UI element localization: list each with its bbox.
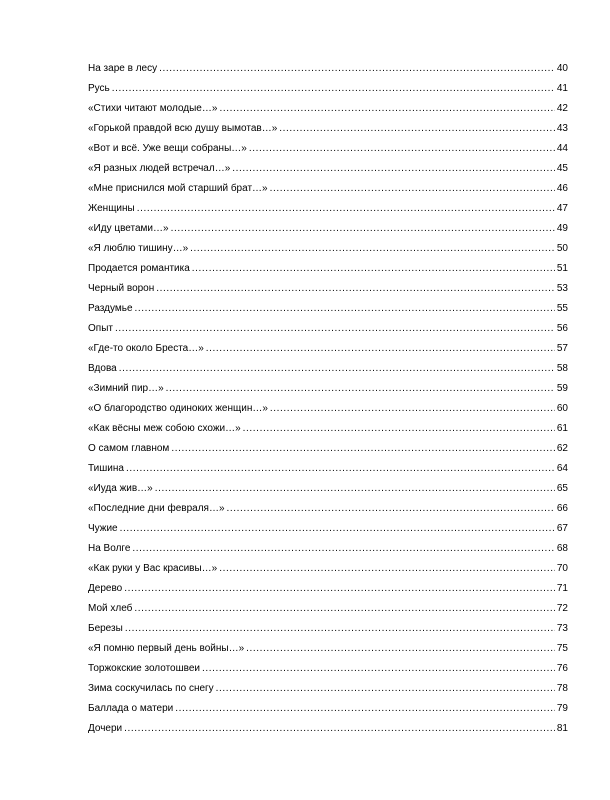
toc-entry [88, 75, 568, 95]
toc-entry-page-number: 79 [556, 703, 568, 714]
toc-entry-page-number: 60 [556, 403, 568, 414]
toc-dot-leader [134, 603, 554, 615]
toc-entry [88, 55, 568, 75]
toc-entry [88, 375, 568, 395]
toc-entry-page-number: 46 [556, 183, 568, 194]
toc-entry-page-number: 66 [556, 503, 568, 514]
toc-entry-title: «Иуда жив…» [88, 483, 153, 494]
toc-dot-leader [249, 143, 555, 155]
toc-entry-title: Женщины [88, 203, 135, 214]
toc-dot-leader [124, 583, 555, 595]
toc-entry-page-number: 50 [556, 243, 568, 254]
toc-entry-page-number: 81 [556, 723, 568, 734]
toc-dot-leader [171, 443, 555, 455]
toc-dot-leader [171, 223, 555, 235]
toc-dot-leader [137, 203, 555, 215]
toc-dot-leader [216, 683, 555, 695]
toc-dot-leader [192, 263, 555, 275]
toc-dot-leader [166, 383, 555, 395]
toc-entry-title: Вдова [88, 363, 117, 374]
toc-entry-page-number: 71 [556, 583, 568, 594]
toc-entry-page-number: 76 [556, 663, 568, 674]
toc-entry-title: Русь [88, 83, 110, 94]
toc-entry [88, 95, 568, 115]
toc-entry-title: «Где-то около Бреста…» [88, 343, 204, 354]
toc-dot-leader [227, 503, 555, 515]
toc-dot-leader [219, 563, 555, 575]
toc-entry [88, 235, 568, 255]
toc-entry-title: «Горькой правдой всю душу вымотав…» [88, 123, 278, 134]
toc-dot-leader [126, 463, 555, 475]
toc-entry-page-number: 78 [556, 683, 568, 694]
toc-entry-page-number: 73 [556, 623, 568, 634]
toc-entry [88, 515, 568, 535]
toc-dot-leader [190, 243, 555, 255]
toc-entry-title: Зима соскучилась по снегу [88, 683, 214, 694]
toc-entry [88, 595, 568, 615]
toc-entry-title: Раздумье [88, 303, 133, 314]
toc-entry-title: О самом главном [88, 443, 170, 454]
toc-entry-page-number: 67 [556, 523, 568, 534]
toc-entry-page-number: 47 [556, 203, 568, 214]
toc-entry [88, 135, 568, 155]
toc-entry-page-number: 65 [556, 483, 568, 494]
toc-entry-page-number: 59 [556, 383, 568, 394]
toc-entry-page-number: 57 [556, 343, 568, 354]
toc-entry-title: Продается романтика [88, 263, 190, 274]
toc-dot-leader [125, 623, 555, 635]
toc-dot-leader [159, 63, 555, 75]
toc-entry [88, 275, 568, 295]
toc-entry-title: «Я разных людей встречал…» [88, 163, 231, 174]
toc-entry-page-number: 68 [556, 543, 568, 554]
toc-entry [88, 115, 568, 135]
toc-dot-leader [120, 523, 555, 535]
toc-dot-leader [156, 283, 555, 295]
toc-entry-title: «Вот и всё. Уже вещи собраны…» [88, 143, 247, 154]
toc-entry-title: Черный ворон [88, 283, 155, 294]
toc-entry [88, 715, 568, 735]
toc-entry-page-number: 43 [556, 123, 568, 134]
toc-entry-page-number: 42 [556, 103, 568, 114]
toc-entry-title: «Последние дни февраля…» [88, 503, 225, 514]
toc-dot-leader [206, 343, 555, 355]
toc-entry-title: На Волге [88, 543, 131, 554]
toc-entry-title: «О благородство одиноких женщин…» [88, 403, 268, 414]
toc-dot-leader [119, 363, 555, 375]
toc-dot-leader [115, 323, 555, 335]
toc-entry-title: «Зимний пир…» [88, 383, 164, 394]
toc-entry [88, 575, 568, 595]
toc-entry-title: На заре в лесу [88, 63, 158, 74]
toc-entry-page-number: 44 [556, 143, 568, 154]
toc-entry-page-number: 41 [556, 83, 568, 94]
toc-dot-leader [270, 403, 555, 415]
toc-dot-leader [124, 723, 555, 735]
toc-entry [88, 315, 568, 335]
toc-entry-title: «Как вёсны меж собою схожи…» [88, 423, 241, 434]
toc-entry-title: «Мне приснился мой старший брат…» [88, 183, 268, 194]
toc-dot-leader [246, 643, 555, 655]
toc-entry [88, 435, 568, 455]
toc-entry [88, 495, 568, 515]
toc-dot-leader [202, 663, 555, 675]
table-of-contents [88, 55, 568, 735]
toc-entry [88, 535, 568, 555]
toc-entry [88, 415, 568, 435]
toc-entry [88, 455, 568, 475]
toc-entry [88, 155, 568, 175]
toc-entry [88, 255, 568, 275]
toc-entry [88, 355, 568, 375]
toc-entry [88, 475, 568, 495]
toc-entry-page-number: 70 [556, 563, 568, 574]
toc-entry-title: Тишина [88, 463, 124, 474]
toc-entry-page-number: 72 [556, 603, 568, 614]
toc-entry-title: «Я помню первый день войны…» [88, 643, 245, 654]
toc-entry [88, 395, 568, 415]
toc-entry [88, 215, 568, 235]
toc-dot-leader [132, 543, 554, 555]
toc-entry-title: «Иду цветами…» [88, 223, 169, 234]
toc-entry [88, 675, 568, 695]
toc-entry [88, 195, 568, 215]
toc-entry-title: Дочери [88, 723, 123, 734]
toc-entry-title: Мой хлеб [88, 603, 133, 614]
toc-dot-leader [270, 183, 555, 195]
toc-entry-page-number: 75 [556, 643, 568, 654]
toc-entry-title: «Как руки у Вас красивы…» [88, 563, 218, 574]
toc-dot-leader [219, 103, 554, 115]
toc-entry-title: «Я люблю тишину…» [88, 243, 189, 254]
toc-dot-leader [232, 163, 555, 175]
toc-dot-leader [155, 483, 555, 495]
toc-entry-title: «Стихи читают молодые…» [88, 103, 218, 114]
toc-entry-title: Баллада о матери [88, 703, 174, 714]
toc-entry-page-number: 40 [556, 63, 568, 74]
toc-entry-page-number: 58 [556, 363, 568, 374]
toc-entry [88, 635, 568, 655]
toc-entry-title: Торжокские золотошвеи [88, 663, 200, 674]
toc-entry-page-number: 49 [556, 223, 568, 234]
toc-dot-leader [135, 303, 555, 315]
toc-entry [88, 175, 568, 195]
toc-entry-title: Чужие [88, 523, 118, 534]
toc-entry-page-number: 45 [556, 163, 568, 174]
toc-dot-leader [175, 703, 555, 715]
toc-entry [88, 555, 568, 575]
toc-entry-page-number: 53 [556, 283, 568, 294]
toc-entry-page-number: 62 [556, 443, 568, 454]
toc-entry-title: Дерево [88, 583, 123, 594]
toc-entry-page-number: 51 [556, 263, 568, 274]
toc-dot-leader [243, 423, 555, 435]
toc-entry-page-number: 64 [556, 463, 568, 474]
toc-entry [88, 655, 568, 675]
toc-dot-leader [279, 123, 555, 135]
toc-entry [88, 695, 568, 715]
toc-dot-leader [112, 83, 555, 95]
toc-entry [88, 335, 568, 355]
toc-entry-page-number: 56 [556, 323, 568, 334]
toc-entry [88, 295, 568, 315]
toc-entry-title: Березы [88, 623, 123, 634]
toc-entry-page-number: 55 [556, 303, 568, 314]
toc-entry-page-number: 61 [556, 423, 568, 434]
toc-entry-title: Опыт [88, 323, 113, 334]
toc-entry [88, 615, 568, 635]
